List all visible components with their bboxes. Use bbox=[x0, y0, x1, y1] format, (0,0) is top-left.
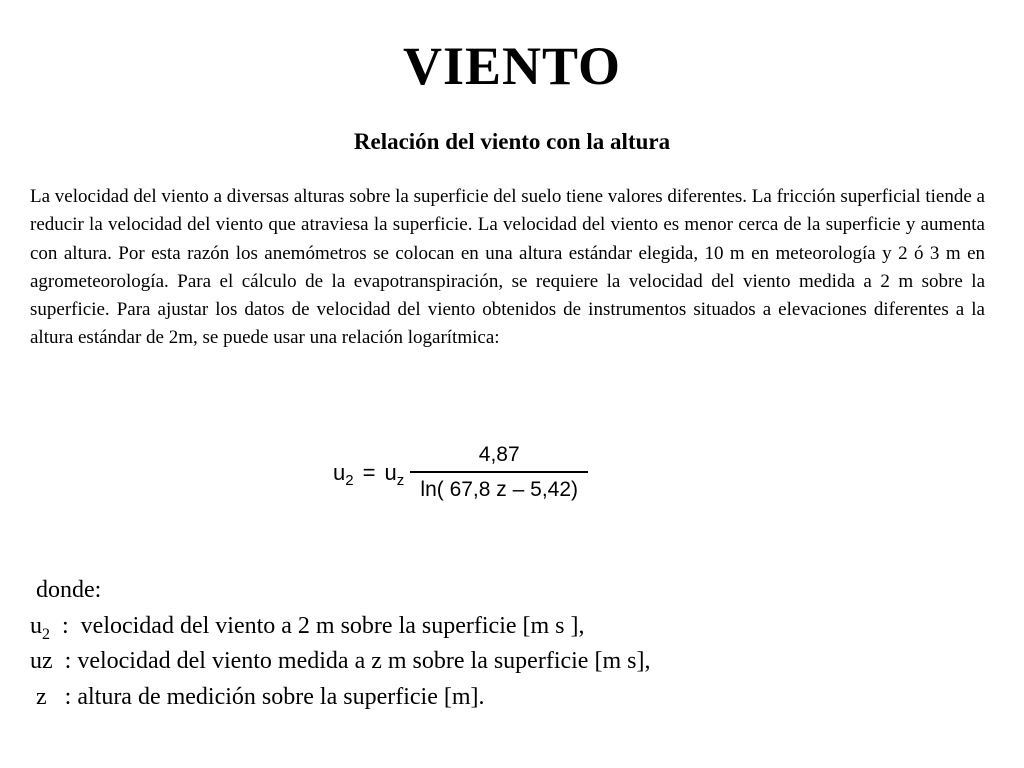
formula-lhs-var: u bbox=[333, 460, 346, 485]
definition-row bbox=[30, 644, 990, 680]
formula-numerator: 4,87 bbox=[478, 443, 520, 466]
formula-denominator: ln( 67,8 z – 5,42) bbox=[420, 478, 578, 501]
body-paragraph: La velocidad del viento a diversas alturas sobre la superficie del suelo tiene valores diferentes. La fricción superficial tiende a reducir la velocidad del viento que atraviesa la superficie. La velocidad del viento es menor cerca de la superficie y aumenta con altura. Por esta razón los anemómetros se colocan en una altura estándar elegida, 10 m en meteorología y 2 ó 3 m en agrometeorología. Para el cálculo de la evapotranspiración, se requiere la velocidad del viento medida a 2 m sobre la superficie. Para ajustar los datos de velocidad del viento obtenidos de instrumentos situados a elevaciones diferentes a la altura estándar de 2m, se puede usar una relación logarítmica: bbox=[30, 186, 985, 349]
wind-height-formula bbox=[333, 437, 588, 509]
formula-lhs bbox=[333, 460, 354, 489]
formula-rhs-subscript: z bbox=[396, 472, 405, 489]
definition-text: : altura de medición sobre la superficie [m]. bbox=[46, 683, 485, 710]
definitions-intro: donde: bbox=[30, 577, 102, 603]
slide-title: VIENTO bbox=[402, 36, 622, 96]
formula-rhs-var: u bbox=[384, 460, 397, 485]
definition-symbol: uz bbox=[30, 648, 53, 674]
formula-rhs bbox=[384, 460, 405, 489]
definition-symbol: u bbox=[30, 612, 42, 639]
definition-text: : velocidad del viento a 2 m sobre la superficie [m s ], bbox=[50, 612, 585, 639]
definition-row bbox=[30, 609, 990, 645]
definition-subscript: 2 bbox=[42, 625, 50, 643]
definitions-block bbox=[30, 573, 990, 715]
definition-text: : velocidad del viento medida a z m sobre la superficie [m s], bbox=[52, 648, 651, 674]
definition-row bbox=[30, 680, 990, 716]
formula-fraction bbox=[410, 441, 588, 505]
slide-subtitle: Relación del viento con la altura bbox=[353, 129, 671, 154]
definition-symbol: z bbox=[30, 683, 47, 710]
formula-equals: = bbox=[362, 460, 376, 485]
formula-lhs-subscript: 2 bbox=[345, 472, 354, 489]
